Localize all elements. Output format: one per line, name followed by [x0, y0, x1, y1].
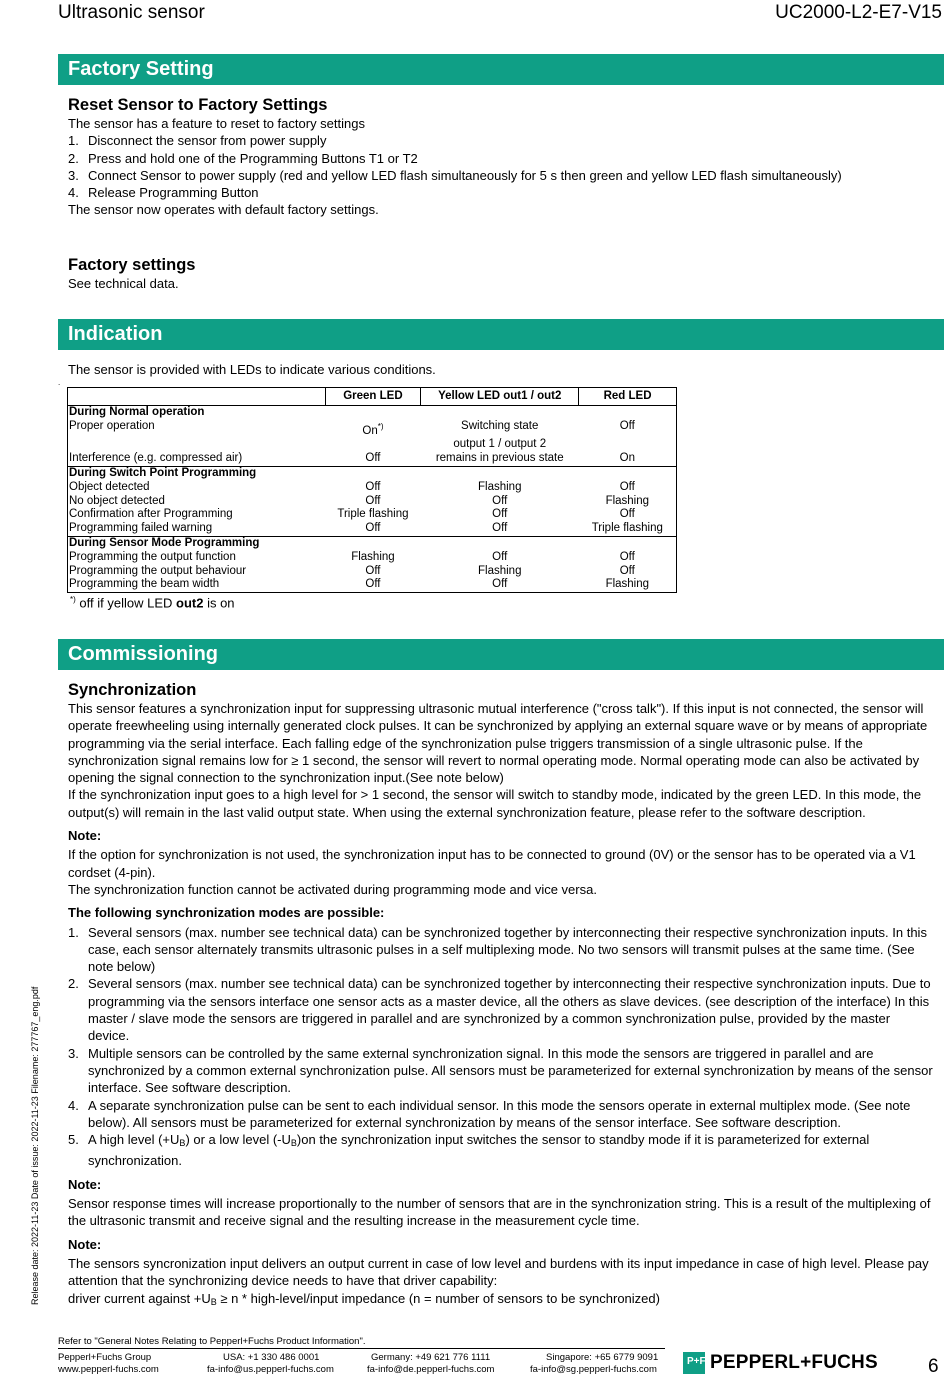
- section-bar-factory-setting: Factory Setting: [58, 54, 944, 85]
- table-cell: remains in previous state: [435, 452, 564, 465]
- table-cell: No object detected: [69, 494, 165, 507]
- logo-mark-icon: P+F: [683, 1352, 705, 1374]
- sync-modes-list: [68, 924, 934, 1170]
- table-row: [68, 522, 677, 536]
- table-cell: output 1 / output 2: [453, 438, 547, 451]
- reset-outro: The sensor now operates with default factory settings.: [68, 202, 379, 218]
- list-item: 5. A high level $(+U_B)$ or a low level $(-U_B)on$ the synchronization input switches the sensor to standby mode if it is parameterized for external synchronization.: [68, 1132, 870, 1169]
- table-cell: Triple flashing: [591, 522, 663, 535]
- list-item: 2. Press and hold one of the Programming Buttons T1 or T2: [68, 150, 418, 166]
- table-cell: Flashing: [351, 550, 395, 563]
- table-group-sensor-mode: [68, 537, 677, 593]
- note-label: Note:: [68, 828, 102, 844]
- table-footnote: *) off if yellow LED out2 is on: [70, 595, 235, 611]
- table-header: Yellow LED out1 / out2: [421, 388, 579, 406]
- table-cell: Programming the output function: [69, 550, 236, 563]
- sync-paragraph-2: If the synchronization input goes to a high level for > 1 second, the sensor will switch to standby mode, indicated by the green LED. In this mode, the output(s) will remain in the last valid output state. When using the external synchronization feature, please refer to the software description.: [68, 787, 922, 820]
- table-cell: Proper operation: [69, 419, 155, 432]
- table-header: Green LED: [325, 388, 421, 406]
- table-cell: Confirmation after Programming: [69, 508, 233, 521]
- footer-contact-singapore: Singapore: +65 6779 9091 fa-info@sg.pepperl-fuchs.com: [530, 1352, 659, 1375]
- table-cell: [68, 438, 326, 452]
- factory-settings-title: Factory settings: [68, 256, 196, 274]
- table-cell: Object detected: [69, 480, 150, 493]
- table-cell: On*): [362, 421, 384, 437]
- list-item: 4. A separate synchronization pulse can be sent to each individual sensor. In this mode the sensors operate in external multiplex mode. (See note below). All sensors must be parameterized for external synchronization by means of the sensor interface. See software description.: [68, 1097, 911, 1130]
- footer-contact-germany: Germany: +49 621 776 1111 fa-info@de.pepperl-fuchs.com: [367, 1352, 495, 1375]
- table-row: [68, 551, 677, 565]
- table-row: [68, 481, 677, 495]
- factory-settings-text: See technical data.: [68, 276, 179, 291]
- factory-settings-block: [68, 255, 934, 292]
- table-cell: Off: [619, 564, 635, 577]
- table-row: [68, 452, 677, 466]
- table-cell: Off: [619, 550, 635, 563]
- table-cell: On: [619, 452, 635, 465]
- table-group-normal: [68, 406, 677, 467]
- table-cell: Off: [492, 494, 508, 507]
- table-cell: Off: [619, 508, 635, 521]
- footer-reference: Refer to "General Notes Relating to Pepperl+Fuchs Product Information".: [58, 1336, 366, 1347]
- footer-contact-usa: USA: +1 330 486 0001 fa-info@us.pepperl-fuchs.com: [207, 1352, 334, 1375]
- note-label: Note:: [68, 1176, 102, 1192]
- list-item: 4. Release Programming Button: [68, 185, 259, 201]
- section-bar-commissioning: Commissioning: [58, 639, 944, 670]
- table-header: [68, 388, 326, 406]
- table-row: [68, 537, 677, 551]
- note3-text: The sensors syncronization input delivers an output current in case of low level and burdens with its input impedance in case of high level. Please pay attention that the synchronizing device needs to have that driver capability:: [68, 1255, 929, 1289]
- group-title: During Switch Point Programming: [69, 467, 257, 480]
- table-cell: Off: [365, 578, 381, 591]
- list-item: 1. Disconnect the sensor from power supply: [68, 133, 327, 149]
- table-cell: Programming the beam width: [69, 578, 220, 591]
- doc-model-number: UC2000-L2-E7-V15: [775, 2, 942, 23]
- note1-text-2: The synchronization function cannot be activated during programming mode and vice versa.: [68, 881, 597, 897]
- stray-dot: .: [58, 378, 61, 387]
- table-cell: Flashing: [478, 564, 522, 577]
- table-cell: Off: [619, 419, 635, 432]
- table-cell: Off: [365, 564, 381, 577]
- table-cell: Off: [365, 522, 381, 535]
- footnote-ref: *): [377, 421, 384, 431]
- table-cell: Off: [365, 452, 381, 465]
- note2-text: Sensor response times will increase proportionally to the number of sensors that are in the synchronization string. This is a result of the multiplexing of the ultrasonic transmit and receive signal and the resulting increase in the measurement cycle time.: [68, 1196, 931, 1229]
- table-header-row: [68, 388, 677, 406]
- note-label: Note:: [68, 1236, 102, 1252]
- footer-divider: [58, 1348, 665, 1349]
- table-row: [68, 467, 677, 481]
- table-row: [68, 438, 677, 452]
- table-cell: Programming failed warning: [69, 522, 213, 535]
- led-indication-table: [67, 387, 677, 593]
- footer-contact-group: Pepperl+Fuchs Group www.pepperl-fuchs.com: [58, 1352, 159, 1375]
- table-cell: Switching state: [461, 419, 539, 432]
- table-cell: Interference (e.g. compressed air): [69, 452, 243, 465]
- table-cell: Off: [492, 522, 508, 535]
- group-title: During Sensor Mode Programming: [69, 537, 260, 549]
- reset-steps: [68, 132, 934, 201]
- table-row: [68, 420, 677, 439]
- table-cell: Triple flashing: [337, 508, 409, 521]
- table-cell: Off: [619, 480, 635, 493]
- sync-paragraph-1: This sensor features a synchronization input for suppressing ultrasonic mutual interference ("cross talk"). If this input is not connected, the sensor will operate freewheeling using internally generated clock pulses. It can be synchronized by applying an external square wave or by means of appropriate programming via the serial interface. Each falling edge of the synchronization pulse triggers transmission of a single ultrasonic pulse. If the synchronization signal remains low for ≥ 1 second, the sensor will revert to normal operating mode. Normal operating mode can also be activated by opening the signal connection to the synchronization input.(See note below): [68, 701, 928, 786]
- logo-text: PEPPERL+FUCHS: [710, 1352, 878, 1373]
- list-item: 3. Connect Sensor to power supply (red and yellow LED flash simultaneously for 5 s then green and yellow LED flash simultaneously): [68, 167, 842, 183]
- table-cell: Programming the output behaviour: [69, 564, 247, 577]
- group-title: During Normal operation: [69, 406, 205, 418]
- table-cell: Off: [492, 550, 508, 563]
- doc-product-type: Ultrasonic sensor: [58, 2, 205, 23]
- release-info-vertical: Release date: 2022-11-23 Date of issue: 2022-11-23 Filename: 277767_eng.pdf: [30, 986, 40, 1305]
- table-row: [68, 565, 677, 579]
- table-cell: Flashing: [605, 578, 650, 591]
- table-group-switch-point: [68, 467, 677, 537]
- list-item: 3. Multiple sensors can be controlled by the same external synchronization signal. In this mode the sensors are triggered in parallel and are synchronized by a common external synchronization pulse. All sensors must be parameterized for external synchronization by means of the sensor interface. See software description.: [68, 1045, 933, 1096]
- reset-intro: The sensor has a feature to reset to factory settings: [68, 116, 365, 131]
- indication-intro: The sensor is provided with LEDs to indicate various conditions.: [68, 362, 436, 377]
- note1-text: If the option for synchronization is not used, the synchronization input has to be connected to ground (0V) or the sensor has to be operated via a V1 cordset (4-pin).: [68, 847, 916, 880]
- pepperl-fuchs-logo: [683, 1352, 878, 1374]
- reset-block: [68, 95, 934, 219]
- section-bar-indication: Indication: [58, 319, 944, 350]
- table-cell: Off: [365, 480, 381, 493]
- table-header: Red LED: [579, 388, 677, 406]
- reset-title: Reset Sensor to Factory Settings: [68, 96, 328, 114]
- table-row: [68, 495, 677, 509]
- table-cell: Off: [492, 508, 508, 521]
- driver-current-formula: driver current against $+U_B \ge n$ * high-level/input impedance (n = number of sensors to be synchronized): [68, 1290, 660, 1307]
- sync-title: Synchronization: [68, 681, 197, 699]
- table-cell: Flashing: [605, 494, 650, 507]
- list-item: 1. Several sensors (max. number see technical data) can be synchronized together by interconnecting their respective synchronization inputs. In this case, each sensor alternately transmits ultrasonic pulses in a self multiplexing mode. No two sensors will transmit pulses at the same time. (See note below): [68, 924, 927, 975]
- table-row: [68, 406, 677, 420]
- table-cell: [579, 438, 677, 452]
- sync-block: [68, 680, 934, 1311]
- table-cell: Flashing: [478, 480, 522, 493]
- table-cell: Off: [492, 578, 508, 591]
- page-number: 6: [928, 1356, 939, 1377]
- list-item: 2. Several sensors (max. number see technical data) can be synchronized together by interconnecting their respective synchronization inputs. Due to programming via the sensors interface one sensor acts as a master device, all the others as slave devices. (see description of the interface) In this master / slave mode the sensors are triggered in parallel and are synchronized by a common synchronization pulse, provided by the master device.: [68, 976, 931, 1044]
- modes-title: The following synchronization modes are possible:: [68, 905, 385, 921]
- table-cell: Off: [365, 494, 381, 507]
- table-row: [68, 578, 677, 592]
- table-cell: [325, 438, 421, 452]
- table-row: [68, 508, 677, 522]
